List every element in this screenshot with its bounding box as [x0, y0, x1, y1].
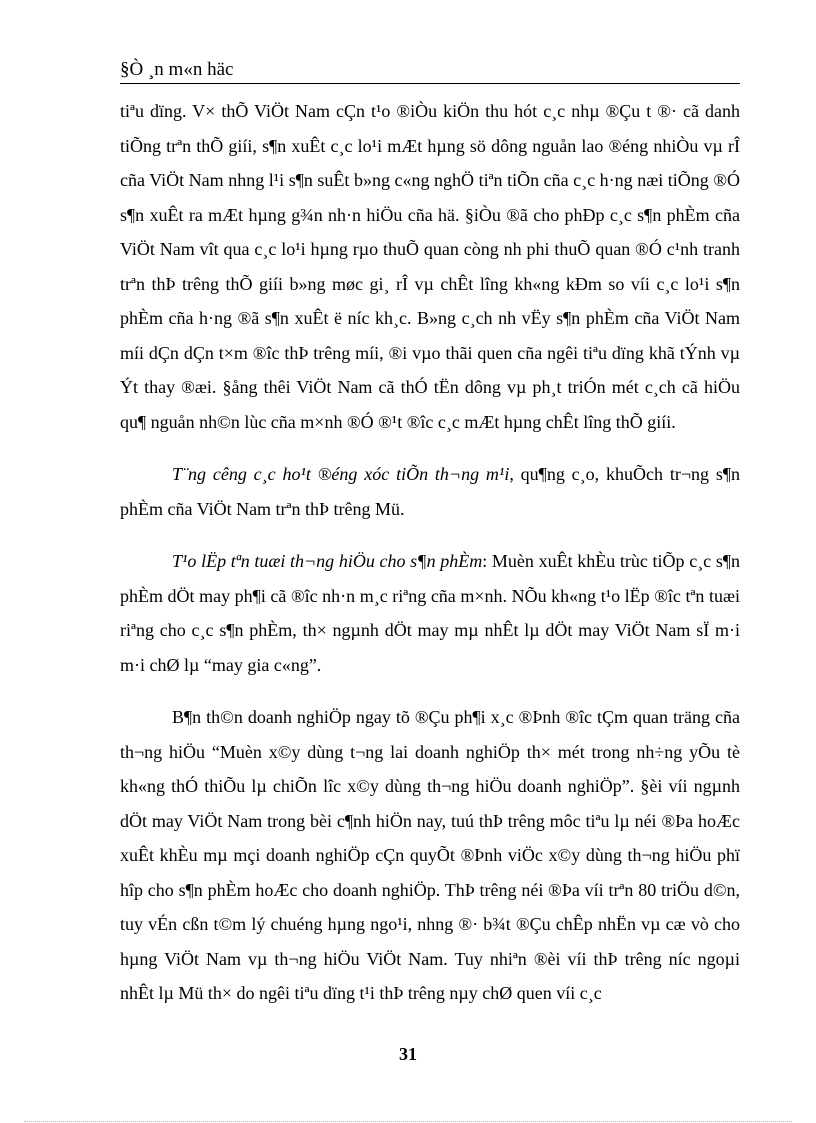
- paragraph-1-text: tiªu dïng. V× thÕ ViÖt Nam cÇn t¹o ®iÒu kiÖn thu hót c¸c nhµ ®Çu t ®· cã danh tiÕng trªn thÕ giíi, s¶n xuÊt c¸c lo¹i mÆt hµng sö dông nguån lao ®éng nhiÒu vµ rÎ cña ViÖt Nam nhng l¹i s¶n suÊt b»ng c«ng nghÖ tiªn tiÕn cña c¸c h·ng næi tiÕng ®Ó s¶n xuÊt ra mÆt hµng g¾n nh·n hiÖu cña hä. §iÒu ®ã cho phÐp c¸c s¶n phÈm cña ViÖt Nam vît qua c¸c lo¹i hµng rµo thuÕ quan còng nh phi thuÕ quan ®Ó c¹nh tranh trªn thÞ trêng thÕ giíi b»ng møc gi¸ rÎ vµ chÊt lîng kh«ng kÐm so víi c¸c lo¹i s¶n phÈm cña h·ng ®ã s¶n xuÊt ë níc kh¸c. B»ng c¸ch nh vËy s¶n phÈm cña ViÖt Nam míi dÇn dÇn t×m ®îc thÞ trêng míi, ®i vµo thãi quen cña ngêi tiªu dïng khã tÝnh vµ Ýt thay ®æi. §ång thêi ViÖt Nam cã thÓ tËn dông vµ ph¸t triÓn mét c¸ch cã hiÖu qu¶ nguån nh©n lùc cña m×nh ®Ó ®¹t ®îc c¸c mÆt hµng chÊt lîng thÕ giíi.: [120, 101, 740, 432]
- document-body: [120, 94, 740, 1011]
- paragraph-2: [120, 457, 740, 526]
- footer-dotted-rule: [24, 1121, 792, 1122]
- paragraph-gap: [120, 526, 740, 544]
- header-rule: [120, 83, 740, 84]
- paragraph-1: [120, 94, 740, 439]
- paragraph-3: [120, 544, 740, 682]
- paragraph-3-lead: T¹o lËp tªn tuæi th¬ng hiÖu cho s¶n phÈm: [172, 551, 483, 571]
- paragraph-gap: [120, 682, 740, 700]
- paragraph-2-lead: T¨ng cêng c¸c ho¹t ®éng xóc tiÕn th¬ng m¹i: [172, 464, 510, 484]
- paragraph-3-text: : Muèn xuÊt khÈu trùc tiÕp c¸c s¶n phÈm dÖt may ph¶i cã ®îc nh·n m¸c riªng cña m×nh. NÕu kh«ng t¹o lËp ®îc tªn tuæi riªng cho c¸c s¶n phÈm, th× ngµnh dÖt may mµ nhÊt lµ dÖt may ViÖt Nam sÏ m·i m·i chØ lµ “may gia c«ng”.: [120, 551, 741, 675]
- paragraph-4-text: B¶n th©n doanh nghiÖp ngay tõ ®Çu ph¶i x¸c ®Þnh ®îc tÇm quan träng cña th¬ng hiÖu “Muèn x©y dùng t¬ng lai doanh nghiÖp th× mét trong nh÷ng yÕu tè kh«ng thÓ thiÕu lµ chiÕn lîc x©y dùng th¬ng hiÖu doanh nghiÖp”. §èi víi ngµnh dÖt may ViÖt Nam trong bèi c¶nh hiÖn nay, tuú thÞ trêng môc tiªu lµ néi ®Þa hoÆc xuÊt khÈu mµ mçi doanh nghiÖp cÇn quyÕt ®Þnh viÖc x©y dùng th¬ng hiÖu phï hîp cho s¶n phÈm hoÆc cho doanh nghiÖp. ThÞ trêng néi ®Þa víi trªn 80 triÖu d©n, tuy vÉn cßn t©m lý chuéng hµng ngo¹i, nhng ®· b¾t ®Çu chÊp nhËn vµ cæ vò cho hµng ViÖt Nam vµ th¬ng hiÖu ViÖt Nam. Tuy nhiªn ®èi víi thÞ trêng níc ngoµi nhÊt lµ Mü th× do ngêi tiªu dïng t¹i thÞ trêng nµy chØ quen víi c¸c: [120, 707, 740, 1003]
- page-header-title: §Ò ¸n m«n häc: [120, 59, 234, 80]
- paragraph-2-text: , qu¶ng c¸o, khuÕch tr¬ng s¶n phÈm cña ViÖt Nam trªn thÞ trêng Mü.: [120, 464, 741, 519]
- paragraph-4: [120, 700, 740, 1011]
- page-number: 31: [399, 1044, 417, 1064]
- paragraph-gap: [120, 439, 740, 457]
